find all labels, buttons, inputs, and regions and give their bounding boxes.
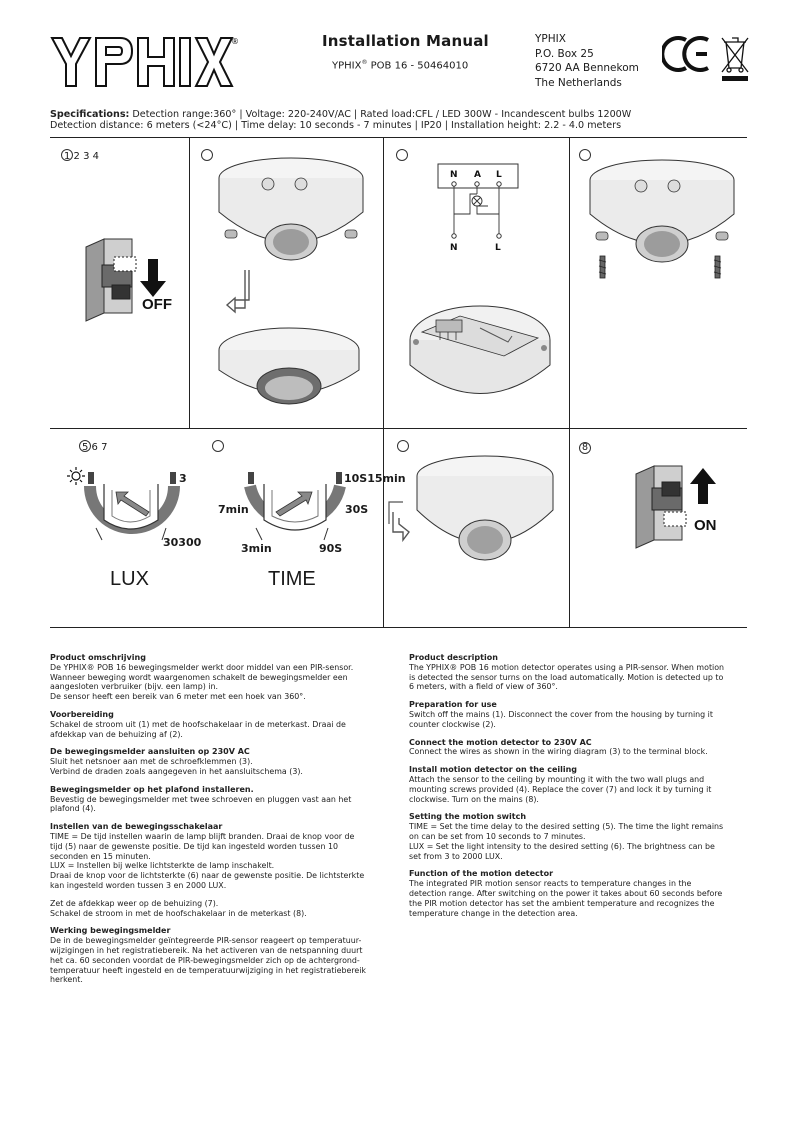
- model-number: POB 16 - 50464010: [370, 60, 469, 72]
- nl-text-line: Zet de afdekkap weer op de behuizing (7).: [50, 898, 219, 908]
- en-text-line: TIME = Set the time delay to the desired setting (5). The time the light remains: [409, 822, 724, 832]
- nl-text-line: wijzigingen in het registratiebereik. Na het activeren van de netspanning duurt: [50, 945, 363, 955]
- nl-text-line: afdekkap van de behuizing af (2).: [50, 729, 183, 739]
- manual-title: Installation Manual: [322, 32, 489, 50]
- en-text-line: Switch off the mains (1). Disconnect the cover from the housing by turning it: [409, 709, 713, 719]
- grid-vertical-3: [569, 137, 570, 627]
- panel5-step-numbers: 5 6 7: [82, 442, 108, 453]
- company-address: [535, 32, 639, 90]
- en-text-line: set from 3 to 2000 LUX.: [409, 851, 503, 861]
- en-text-line: 6 meters, with a field of view of 360°.: [409, 682, 558, 692]
- panel2-remove-cover-illustration: [205, 150, 375, 415]
- specs-line-1: Detection range:360° | Voltage: 220-240V/AC | Rated load:CFL / LED 300W - Incandescent bulbs 1200W: [129, 109, 632, 120]
- specifications: [50, 109, 631, 131]
- nl-section-title: Product omschrijving: [50, 653, 146, 662]
- panel4-mount-illustration: [582, 152, 742, 292]
- panel7-replace-cover-illustration: [385, 450, 565, 580]
- grid-vertical-2: [383, 137, 384, 627]
- grid-top-rule: [50, 137, 747, 138]
- yphix-logo: [50, 34, 245, 90]
- nl-text-line: Sluit het netsnoer aan met de schroefklemmen (3).: [50, 757, 253, 767]
- model-mark: ®: [361, 59, 368, 66]
- rotate-arrow-icon: [393, 512, 409, 540]
- nl-section-title: Instellen van de bewegingsschakelaar: [50, 822, 223, 832]
- nl-section-title: Werking bewegingsmelder: [50, 926, 171, 936]
- wire-n-bottom: N: [450, 243, 458, 253]
- panel8-switch-on-illustration: [620, 460, 740, 552]
- nl-text-line: Bevestig de bewegingsmelder met twee schroeven en pluggen vast aan het: [50, 794, 352, 804]
- panel1-step-numbers: 1 2 3 4: [64, 151, 99, 162]
- rotate-arrow-icon: [227, 270, 249, 312]
- en-text-line: mounting screws provided (4). Replace the cover (7) and lock it by turning it: [409, 784, 712, 794]
- time-bottom-right-label: 90S: [319, 542, 343, 555]
- time-dial-illustration: [240, 462, 350, 552]
- en-text-line: Connect the wires as shown in the wiring diagram (3) to the terminal block.: [409, 747, 708, 757]
- specs-line-2: Detection distance: 6 meters (<24°C) | Time delay: 10 seconds - 7 minutes | IP20 | Installation height: 2.2 - 4.0 meters: [50, 120, 622, 131]
- wire-a-top: A: [474, 170, 481, 180]
- off-label: OFF: [142, 296, 172, 313]
- grid-vertical-1: [189, 137, 190, 428]
- en-section-title: Preparation for use: [409, 700, 497, 710]
- lux-scale-label: 30300: [163, 536, 202, 549]
- address-line: The Netherlands: [535, 76, 622, 89]
- time-top-label: 10S15min: [344, 472, 406, 485]
- on-label: ON: [694, 517, 717, 534]
- ce-mark-icon: [662, 38, 708, 70]
- panel1-steps: [61, 149, 99, 162]
- step-8-circle: 8: [579, 442, 591, 454]
- en-text-line: on can be set from 10 seconds to 7 minutes.: [409, 831, 586, 841]
- en-section-title: Product description: [409, 653, 498, 662]
- nl-section-title: De bewegingsmelder aansluiten op 230V AC: [50, 747, 250, 757]
- nl-text-line: tijd (5) naar de gewenste positie. De tijd kan ingesteld worden tussen 10: [50, 841, 339, 851]
- nl-text-line: Wanneer beweging wordt waargenomen schakelt de bewegingsmelder een: [50, 672, 348, 682]
- registered-mark: ®: [231, 37, 239, 46]
- en-section-title: Connect the motion detector to 230V AC: [409, 737, 592, 747]
- model-prefix: YPHIX: [332, 60, 362, 72]
- nl-text-line: plafond (4).: [50, 804, 96, 814]
- certification-marks: [662, 34, 752, 86]
- nl-text-line: Draai de knop voor de lichtsterkte (6) naar de gewenste positie. De lichtsterkte: [50, 871, 365, 881]
- brand-name: YPHIX: [50, 34, 53, 35]
- nl-text-line: Schakel de stroom in met de hoofschakelaar in de meterkast (8).: [50, 908, 307, 918]
- weee-bin-icon: [722, 38, 748, 72]
- specs-label: Specifications:: [50, 109, 130, 120]
- time-right-label: 30S: [345, 503, 369, 516]
- lux-max-label: 3: [179, 472, 187, 485]
- nl-text-line: Verbind de draden zoals aangegeven in het aansluitschema (3).: [50, 766, 303, 776]
- nl-section-title: Voorbereiding: [50, 709, 114, 719]
- nl-text-line: herkent.: [50, 975, 83, 985]
- en-text-line: The integrated PIR motion sensor reacts to temperature changes in the: [409, 879, 692, 889]
- model-line: [332, 59, 468, 71]
- nl-text-line: De in de bewegingsmelder geïntegreerde PIR-sensor reageert op temperatuur-: [50, 936, 362, 946]
- en-section-title: Function of the motion detector: [409, 869, 554, 879]
- wire-l-bottom: L: [495, 243, 501, 253]
- dutch-instructions: [50, 653, 385, 985]
- en-text-line: temperature change in the detection area.: [409, 908, 578, 918]
- nl-text-line: TIME = De tijd instellen waarin de lamp blijft branden. Draai de knop voor de: [50, 831, 355, 841]
- en-section-title: Setting the motion switch: [409, 812, 527, 822]
- en-text-line: detection range. After switching on the power it takes about 60 seconds before: [409, 888, 723, 898]
- panel1-switch-off-illustration: [60, 225, 180, 325]
- nl-text-line: De YPHIX® POB 16 bewegingsmelder werkt door middel van een PIR-sensor.: [50, 662, 354, 672]
- sun-icon: [67, 467, 85, 485]
- arrow-down-icon: [140, 259, 166, 297]
- en-section-title: Install motion detector on the ceiling: [409, 765, 578, 775]
- time-bottom-left-label: 3min: [241, 542, 272, 555]
- panel8-steps: [579, 440, 591, 454]
- wire-l-top: L: [496, 170, 502, 180]
- nl-text-line: temperatuur heeft ingesteld en de temperatuurwijziging in het registratiebereik: [50, 965, 367, 975]
- panel6-step-circle: [212, 440, 224, 452]
- panel5-steps: [79, 440, 107, 453]
- en-text-line: clockwise. Turn on the mains (8).: [409, 794, 539, 804]
- nl-section-title: Bewegingsmelder op het plafond installeren.: [50, 784, 254, 794]
- nl-text-line: kan ingesteld worden tussen 3 en 2000 LUX.: [50, 880, 227, 890]
- nl-text-line: De sensor heeft een bereik van 6 meter met een hoek van 360°.: [50, 692, 306, 702]
- weee-bar-icon: [722, 76, 748, 81]
- english-instructions: [409, 653, 749, 918]
- en-text-line: the PIR motion detector has set the ambient temperature and recognizes the: [409, 898, 715, 908]
- en-text-line: Attach the sensor to the ceiling by mounting it with the two wall plugs and: [409, 774, 705, 784]
- en-text-line: is detected the sensor turns on the load automatically. Motion is detected up to: [409, 672, 724, 682]
- en-text-line: The YPHIX® POB 16 motion detector operates using a PIR-sensor. When motion: [409, 662, 725, 672]
- en-text-line: counter clockwise (2).: [409, 719, 496, 729]
- time-left-label: 7min: [218, 503, 249, 516]
- panel3-wiring-illustration: [400, 160, 565, 415]
- en-text-line: LUX = Set the light intensity to the desired setting (6). The brightness can be: [409, 841, 715, 851]
- nl-text-line: Schakel de stroom uit (1) met de hoofschakelaar in de meterkast. Draai de: [50, 719, 346, 729]
- address-line: YPHIX: [535, 33, 566, 45]
- nl-text-line: seconden en 15 minuten.: [50, 851, 151, 861]
- lux-title: LUX: [110, 568, 149, 590]
- grid-bottom-rule: [50, 627, 747, 628]
- address-line: P.O. Box 25: [535, 47, 594, 60]
- wire-n-top: N: [450, 170, 458, 180]
- time-title: TIME: [268, 568, 316, 590]
- nl-text-line: het ca. 60 seconden voordat de PIR-bewegingsmelder zich op de achtergrond-: [50, 955, 360, 965]
- arrow-up-icon: [690, 468, 716, 504]
- nl-text-line: aangesloten verbruiker (bijv. een lamp) in.: [50, 682, 219, 692]
- grid-middle-rule: [50, 428, 747, 429]
- nl-text-line: LUX = Instellen bij welke lichtsterkte de lamp inschakelt.: [50, 861, 275, 871]
- address-line: 6720 AA Bennekom: [535, 62, 639, 74]
